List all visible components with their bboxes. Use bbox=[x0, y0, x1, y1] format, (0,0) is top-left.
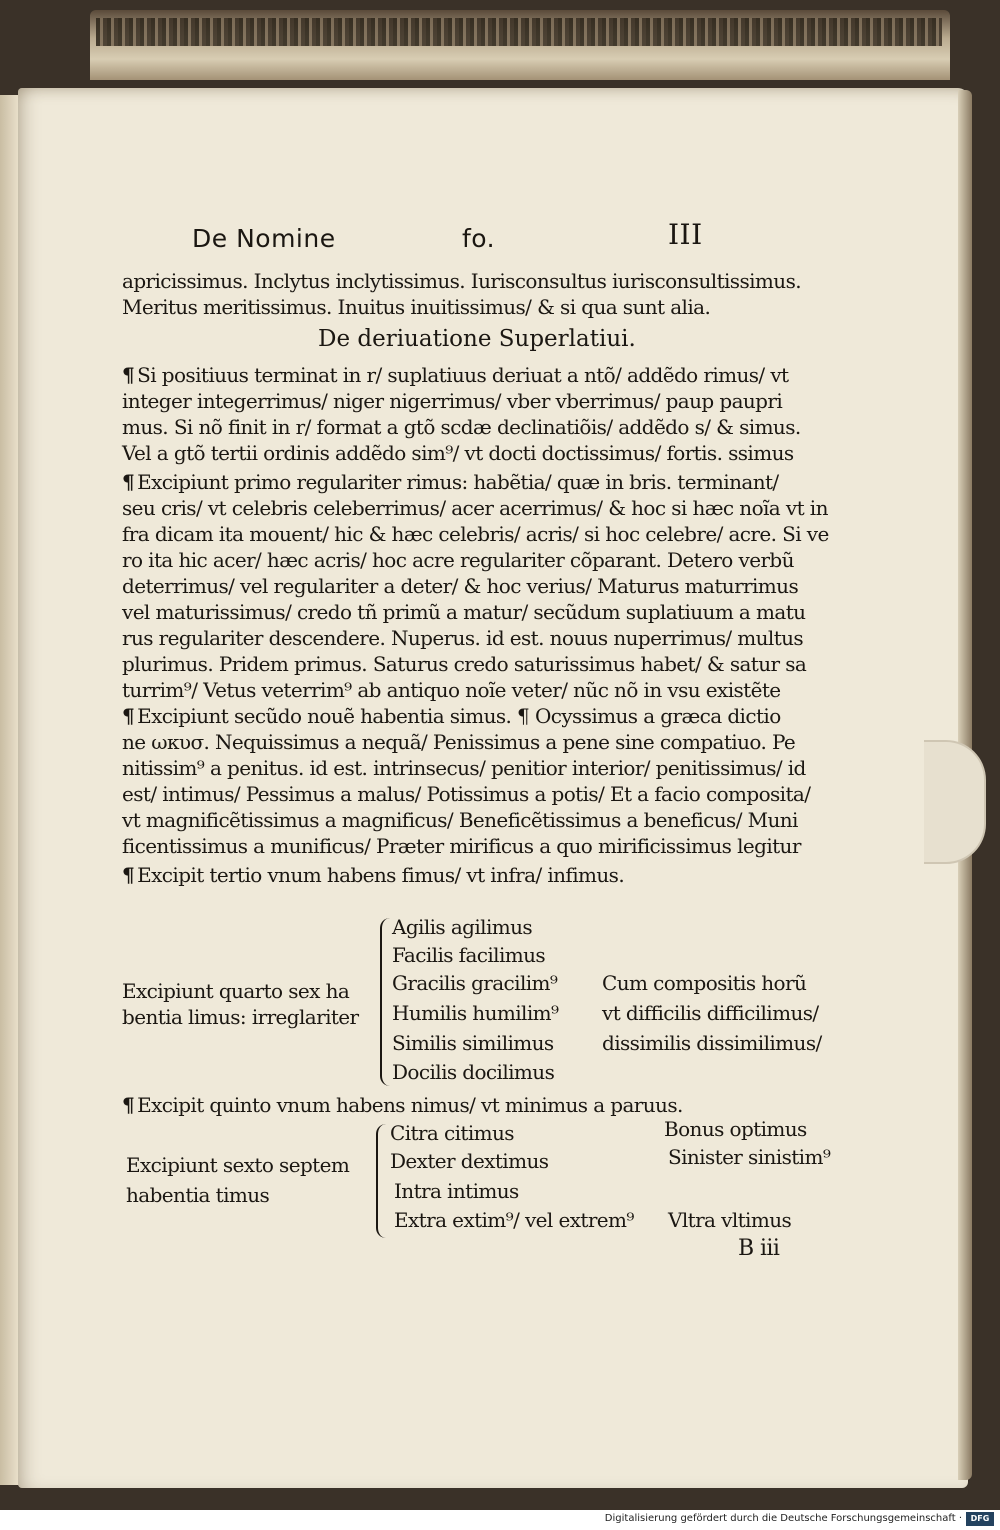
text-line: est/ intimus/ Pessimus a malus/ Potissimus a potis/ Et a facio composita/ bbox=[122, 782, 811, 806]
table2-right-item: Bonus optimus bbox=[664, 1117, 807, 1141]
text-line: ficentissimus a munificus/ Præter mirificus a quo mirificissimus legitur bbox=[122, 834, 801, 858]
table1-item: Humilis humilim⁹ bbox=[392, 1001, 559, 1025]
text-line: fra dicam ita mouent/ hic & hæc celebris/ acris/ si hoc celebre/ acre. Si ve bbox=[122, 522, 829, 546]
table2-right-item: Sinister sinistim⁹ bbox=[668, 1145, 831, 1169]
text-line: turrim⁹/ Vetus veterrim⁹ ab antiquo noĩe veter/ nũc nõ in vsu existẽte bbox=[122, 678, 781, 702]
text-line: rus regulariter descendere. Nuperus. id est. nouus nuperrimus/ multus bbox=[122, 626, 804, 650]
paragraph-mark: ¶ bbox=[122, 704, 135, 728]
text-line: ¶ Excipiunt primo regulariter rimus: habẽtia/ quæ in bris. terminant/ bbox=[122, 470, 779, 494]
text-line: Meritus meritissimus. Inuitus inuitissimus/ & si qua sunt alia. bbox=[122, 295, 711, 319]
table2-label: habentia timus bbox=[126, 1183, 270, 1207]
text-line: deterrimus/ vel regulariter a deter/ & hoc verius/ Maturus maturrimus bbox=[122, 574, 799, 598]
text-line: ¶ Si positiuus terminat in r/ suplatiuus deriuat a ntõ/ addẽdo rimus/ vt bbox=[122, 363, 789, 387]
text-line: ¶ Excipiunt secũdo nouẽ habentia simus. ¶ Ocyssimus a græca dictio bbox=[122, 704, 781, 728]
table1-label: Excipiunt quarto sex ha bbox=[122, 979, 350, 1003]
paragraph-mark: ¶ bbox=[122, 363, 135, 387]
section-heading: De deriuatione Superlatiui. bbox=[318, 326, 636, 352]
folio-label: fo. bbox=[462, 224, 496, 253]
table2-right-item: Vltra vltimus bbox=[668, 1208, 792, 1232]
table1-note: vt difficilis difficilimus/ bbox=[602, 1001, 819, 1025]
table2-label: Excipiunt sexto septem bbox=[126, 1153, 350, 1177]
table1-note: dissimilis dissimilimus/ bbox=[602, 1031, 822, 1055]
text-line: ne ωκυσ. Nequissimus a nequã/ Penissimus a pene sine compatiuo. Pe bbox=[122, 730, 796, 754]
page-edge-stripes bbox=[96, 18, 942, 46]
table1-item: Agilis agilimus bbox=[392, 915, 533, 939]
running-title: De Nomine bbox=[192, 224, 336, 253]
table1-item: Docilis docilimus bbox=[392, 1060, 555, 1084]
funding-credit: Digitalisierung gefördert durch die Deutsche Forschungsgemeinschaft · bbox=[604, 1513, 962, 1524]
text-line: plurimus. Pridem primus. Saturus credo saturissimus habet/ & satur sa bbox=[122, 652, 807, 676]
text-line: vel maturissimus/ credo tñ primũ a matur/ secũdum suplatiuum a matu bbox=[122, 600, 806, 624]
page-tab bbox=[924, 740, 986, 864]
table1-item: Gracilis gracilim⁹ bbox=[392, 971, 558, 995]
paragraph-mark: ¶ bbox=[122, 470, 135, 494]
text-line: ro ita hic acer/ hæc acris/ hoc acre regulariter cõparant. Detero verbũ bbox=[122, 548, 794, 572]
text-line: integer integerrimus/ niger nigerrimus/ vber vberrimus/ paup paupri bbox=[122, 389, 783, 413]
paragraph-mark: ¶ bbox=[122, 1093, 135, 1117]
table1-note: Cum compositis horũ bbox=[602, 971, 807, 995]
text-line: seu cris/ vt celebris celeberrimus/ acer acerrimus/ & hoc si hæc noĩa vt in bbox=[122, 496, 828, 520]
signature-mark: B iii bbox=[738, 1236, 780, 1261]
table2-item: Citra citimus bbox=[390, 1121, 514, 1145]
text-line: ¶ Excipit quinto vnum habens nimus/ vt minimus a paruus. bbox=[122, 1093, 683, 1117]
table1-label: bentia limus: irreglariter bbox=[122, 1005, 359, 1029]
paragraph-mark: ¶ bbox=[122, 863, 135, 887]
dfg-logo: DFG bbox=[966, 1512, 994, 1526]
text-line: ¶ Excipit tertio vnum habens fimus/ vt infra/ infimus. bbox=[122, 863, 625, 887]
text-line: nitissim⁹ a penitus. id est. intrinsecus/ penitior interior/ penitissimus/ id bbox=[122, 756, 806, 780]
text-line: Vel a gtõ tertii ordinis addẽdo sim⁹/ vt docti doctissimus/ fortis. ssimus bbox=[122, 441, 794, 465]
table2-item: Intra intimus bbox=[394, 1179, 519, 1203]
table1-item: Similis similimus bbox=[392, 1031, 554, 1055]
text-line: mus. Si nõ finit in r/ format a gtõ scdæ declinatiõis/ addẽdo s/ & simus. bbox=[122, 415, 801, 439]
table2-item: Extra extim⁹/ vel extrem⁹ bbox=[394, 1208, 634, 1232]
table2-item: Dexter dextimus bbox=[390, 1149, 549, 1173]
folio-number: III bbox=[668, 218, 703, 251]
text-line: vt magnificẽtissimus a magnificus/ Beneficẽtissimus a beneficus/ Muni bbox=[122, 808, 798, 832]
table1-item: Facilis facilimus bbox=[392, 943, 546, 967]
text-line: apricissimus. Inclytus inclytissimus. Iurisconsultus iurisconsultissimus. bbox=[122, 269, 801, 293]
